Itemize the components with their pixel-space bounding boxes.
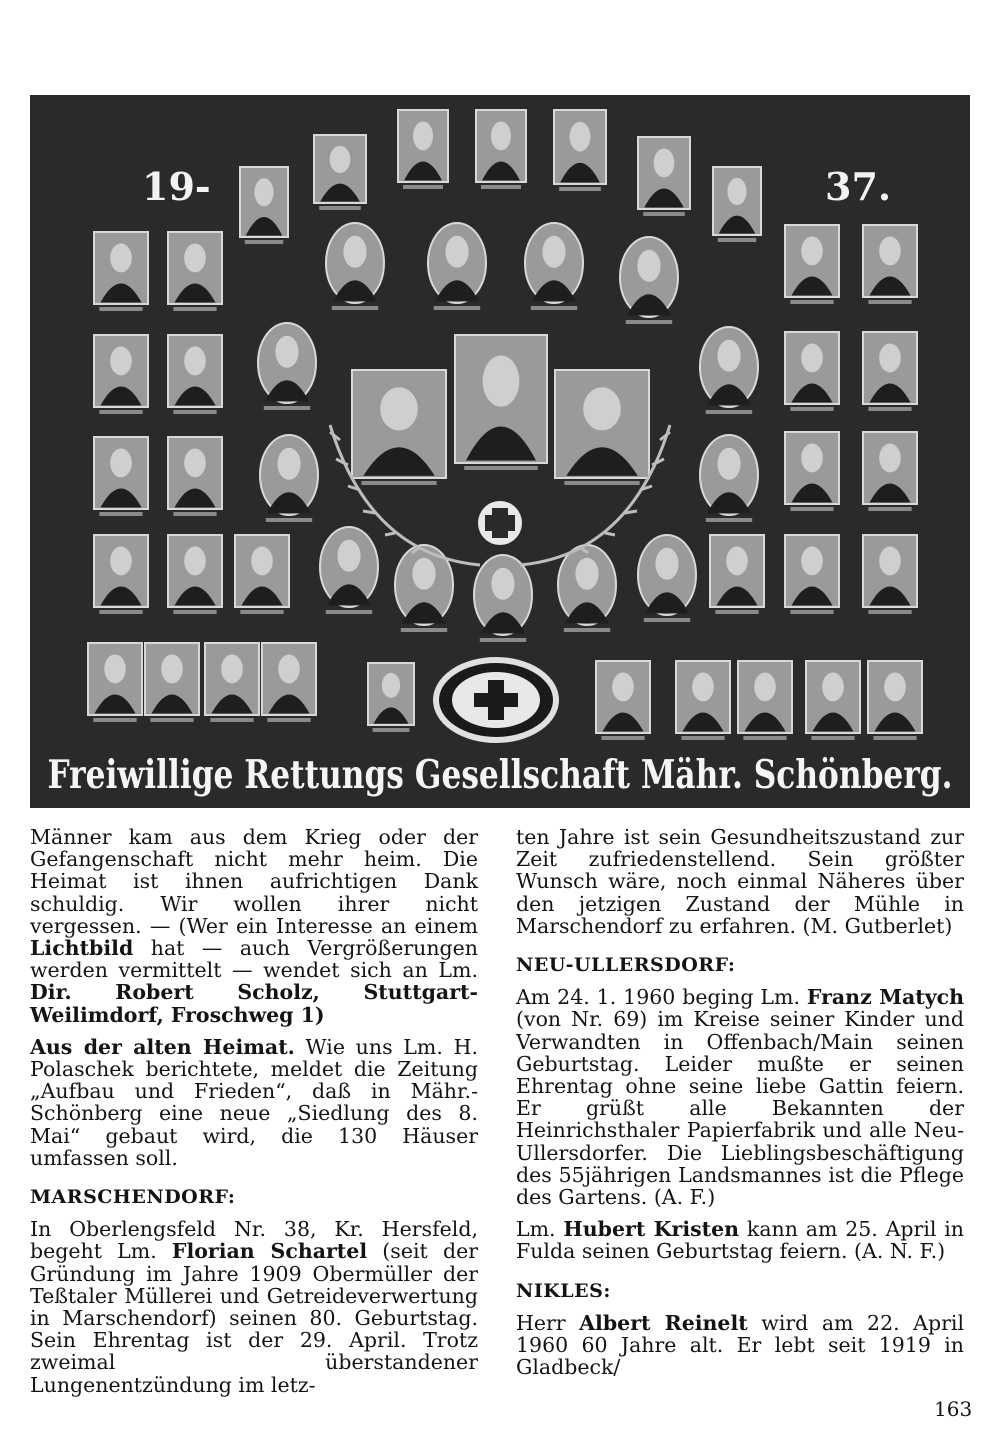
portrait-photo	[738, 661, 792, 740]
portrait-photo	[94, 437, 148, 516]
portrait-photo	[205, 643, 259, 722]
portrait-photo	[94, 335, 148, 414]
paragraph-alte-heimat: Aus der alten Heimat. Wie uns Lm. H. Polaschek berichtete, meldet die Zeitung „Aufbau und Frieden“, daß in Mähr.-Schönberg eine neue „Siedlung des 8. Mai“ gebaut wird, die 130 Häuser umfassen soll.	[30, 1034, 478, 1170]
portrait-photo	[94, 232, 148, 311]
portrait-photo	[638, 137, 690, 216]
portrait-photo	[476, 110, 526, 189]
portrait-photo	[868, 661, 922, 740]
portrait-photo	[314, 135, 366, 210]
portrait-photo	[94, 535, 148, 614]
paragraph-matych: Am 24. 1. 1960 beging Lm. Franz Matych (von Nr. 69) im Kreise seiner Kinder und Verwandten in Offenbach/Main seinen Geburtstag. Leider mußte er seinen Ehrentag ohne seine liebe Gattin feiern. Er grüßt alle Bekannten der Heinrichsthaler Papierfabrik und alle Neu-Ullersdorfer. Die Lieblingsbeschäftigung des 55jährigen Landsmannes ist die Pflege des Gartens. (A. F.)	[516, 985, 964, 1210]
right-column	[516, 826, 964, 1378]
portrait-photo	[555, 370, 649, 485]
portrait-photo	[168, 232, 222, 311]
portrait-photo	[785, 535, 839, 614]
portrait-photo	[863, 225, 917, 304]
year-left-label: 19-	[142, 164, 211, 209]
society-seal	[436, 660, 556, 740]
portrait-photo	[596, 661, 650, 740]
heading-marschendorf: MARSCHENDORF:	[30, 1186, 236, 1209]
portrait-photo	[455, 335, 547, 470]
portrait-photo	[88, 643, 142, 722]
paragraph-photo-note: Männer kam aus dem Krieg oder der Gefangenschaft nicht mehr heim. Die Heimat ist ihnen aufrichtigen Dank schuldig. Wir wollen ihrer nicht vergessen. — (Wer ein Interesse an einem Lichtbild hat — auch Vergrößerungen werden vermittelt — wendet sich an Lm. Dir. Robert Scholz, Stuttgart-Weilimdorf, Froschweg 1)	[30, 825, 478, 1027]
portrait-photo	[235, 535, 289, 614]
portrait-photo	[863, 332, 917, 411]
portrait-photo	[806, 661, 860, 740]
portrait-photo	[168, 335, 222, 414]
portrait-photo	[398, 110, 448, 189]
portrait-photo	[785, 332, 839, 411]
portrait-photo	[168, 437, 222, 516]
paragraph-continuation: ten Jahre ist sein Gesundheitszustand zur Zeit zufriedenstellend. Sein größter Wunsch wäre, noch einmal Näheres über den jetzigen Zustand der Mühle in Marschendorf zu erfahren. (M. Gutberlet)	[516, 825, 964, 938]
portrait-photo	[676, 661, 730, 740]
portrait-photo	[863, 432, 917, 511]
portrait-photo	[785, 225, 839, 304]
portrait-photo	[352, 370, 446, 485]
portrait-photo	[710, 535, 764, 614]
portrait-photo	[145, 643, 199, 722]
page-number: 163	[934, 1397, 973, 1421]
portrait-photo	[863, 535, 917, 614]
portrait-photo	[168, 535, 222, 614]
portrait-photo	[240, 167, 288, 244]
portrait-photo	[554, 110, 606, 191]
heading-nikles: NIKLES:	[516, 1279, 611, 1302]
portrait-photo	[262, 643, 316, 722]
group-photo-collage	[30, 95, 970, 808]
portrait-photo	[713, 167, 761, 242]
left-column	[30, 826, 478, 1396]
portrait-photo	[785, 432, 839, 511]
banner-text: Freiwillige Rettungs Gesellschaft Mähr. Schönberg.	[47, 752, 953, 798]
paragraph-reinelt: Herr Albert Reinelt wird am 22. April 1960 60 Jahre alt. Er lebt seit 1919 in Gladbeck/	[516, 1310, 965, 1380]
year-right-label: 37.	[825, 164, 892, 209]
red-cross-emblem	[478, 501, 522, 545]
heading-neu-ullersdorf: NEU-ULLERSDORF:	[516, 954, 736, 977]
portrait-photo	[368, 663, 414, 732]
paragraph-schartel: In Oberlengsfeld Nr. 38, Kr. Hersfeld, begeht Lm. Florian Schartel (seit der Gründung im Jahre 1909 Obermüller der Teßtaler Müllerei und Getreideverwertung in Marschendorf) seinen 80. Geburtstag. Sein Ehrentag ist der 29. April. Trotz zweimal überstandener Lungenentzündung im letz-	[30, 1217, 478, 1397]
paragraph-kristen: Lm. Hubert Kristen kann am 25. April in Fulda seinen Geburtstag feiern. (A. N. F.)	[516, 1217, 965, 1264]
